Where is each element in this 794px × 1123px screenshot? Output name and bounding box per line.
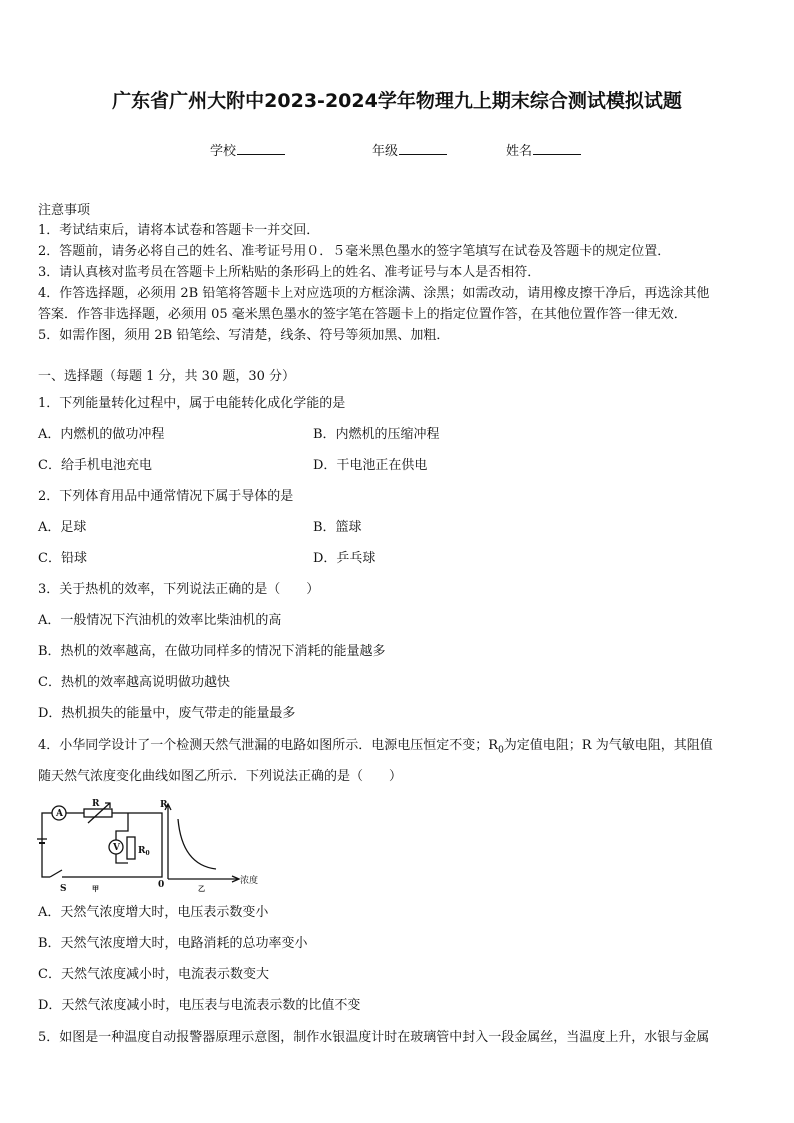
r0-label-main: R xyxy=(138,846,146,856)
notice-item: 答案．作答非选择题，必须用 05 毫米黑色墨水的签字笔在答题卡上的指定位置作答，在其他位置作答一律无效． xyxy=(38,307,687,322)
q1-option-b[interactable]: B．内燃机的压缩冲程 xyxy=(313,427,440,442)
resistor-label: R xyxy=(92,799,100,809)
question-2-stem: 2．下列体育用品中通常情况下属于导体的是 xyxy=(38,489,294,504)
q2-option-a[interactable]: A．足球 xyxy=(38,520,87,535)
question-5-stem: 5．如图是一种温度自动报警器原理示意图，制作水银温度计时在玻璃管中封入一段金属丝，当温度上升，水银与金属 xyxy=(38,1030,710,1045)
figure-yi-label: 乙 xyxy=(198,884,205,893)
q3-option-a[interactable]: A．一般情况下汽油机的效率比柴油机的高 xyxy=(38,613,282,628)
q4-stem-part2: 为定值电阻；R 为气敏电阻，其阻值 xyxy=(503,738,713,753)
q4-option-d[interactable]: D．天然气浓度减小时，电压表与电流表示数的比值不变 xyxy=(38,998,361,1013)
q4-stem-part1: 4．小华同学设计了一个检测天然气泄漏的电路如图所示．电源电压恒定不变；R xyxy=(38,738,499,753)
question-3-stem: 3．关于热机的效率，下列说法正确的是（ ） xyxy=(38,582,320,597)
graph-origin-label: 0 xyxy=(158,880,165,890)
graph-x-label: 浓度 xyxy=(240,876,259,886)
grade-field xyxy=(372,140,447,159)
q4-stem-sub: 0 xyxy=(498,745,504,756)
q3-option-d[interactable]: D．热机损失的能量中，废气带走的能量最多 xyxy=(38,706,296,721)
school-label: 学校 xyxy=(210,144,237,159)
grade-label: 年级 xyxy=(372,144,399,159)
graph-curve xyxy=(178,819,216,869)
question-1-stem: 1．下列能量转化过程中，属于电能转化成化学能的是 xyxy=(38,396,346,411)
fixed-resistor-icon xyxy=(127,837,135,859)
notice-item: 1．考试结束后，请将本试卷和答题卡一并交回． xyxy=(38,223,320,238)
notice-item: 4．作答选择题，必须用 2B 铅笔将答题卡上对应选项的方框涂满、涂黑；如需改动，请用橡皮擦干净后，再选涂其他 xyxy=(38,286,710,301)
circuit-outline xyxy=(42,813,162,877)
notice-heading: 注意事项 xyxy=(38,203,91,218)
q3-option-b[interactable]: B．热机的效率越高，在做功同样多的情况下消耗的能量越多 xyxy=(38,644,386,659)
gas-sensor-resistor-icon xyxy=(84,809,112,817)
q4-option-b[interactable]: B．天然气浓度增大时，电路消耗的总功率变小 xyxy=(38,936,308,951)
notice-item: 2．答题前，请务必将自己的姓名、准考证号用０．５毫米黑色墨水的签字笔填写在试卷及答题卡的规定位置． xyxy=(38,244,671,259)
q4-figure xyxy=(30,795,275,895)
page-title: 广东省广州大附中2023-2024学年物理九上期末综合测试模拟试题 xyxy=(112,90,682,112)
section-heading: 一、选择题（每题 1 分，共 30 题，30 分） xyxy=(38,369,296,384)
switch-label: S xyxy=(60,884,67,894)
school-blank[interactable] xyxy=(237,142,285,155)
q4-option-c[interactable]: C．天然气浓度减小时，电流表示数变大 xyxy=(38,967,269,982)
notice-item: 5．如需作图，须用 2B 铅笔绘、写清楚，线条、符号等须加黑、加粗． xyxy=(38,328,450,343)
q3-option-c[interactable]: C．热机的效率越高说明做功越快 xyxy=(38,675,230,690)
graph-y-label: R xyxy=(160,800,168,810)
q2-option-b[interactable]: B．篮球 xyxy=(313,520,362,535)
name-blank[interactable] xyxy=(533,142,581,155)
question-4-stem-line2: 随天然气浓度变化曲线如图乙所示．下列说法正确的是（ ） xyxy=(38,769,403,784)
q1-option-a[interactable]: A．内燃机的做功冲程 xyxy=(38,427,165,442)
r0-label xyxy=(138,846,150,857)
name-label: 姓名 xyxy=(506,144,533,159)
name-field xyxy=(506,140,581,159)
r0-label-sub: 0 xyxy=(145,850,150,857)
q2-option-d[interactable]: D．乒乓球 xyxy=(313,551,376,566)
q2-option-c[interactable]: C．铅球 xyxy=(38,551,87,566)
voltmeter-label: V xyxy=(113,843,120,853)
question-4-stem xyxy=(38,737,713,760)
figure-jia-label: 甲 xyxy=(92,884,99,893)
notice-item: 3．请认真核对监考员在答题卡上所粘贴的条形码上的姓名、准考证号与本人是否相符． xyxy=(38,265,541,280)
grade-blank[interactable] xyxy=(399,142,447,155)
school-field xyxy=(210,140,285,159)
ammeter-label: A xyxy=(56,809,63,819)
q4-option-a[interactable]: A．天然气浓度增大时，电压表示数变小 xyxy=(38,905,269,920)
q1-option-c[interactable]: C．给手机电池充电 xyxy=(38,458,152,473)
q1-option-d[interactable]: D．干电池正在供电 xyxy=(313,458,428,473)
voltmeter-branch xyxy=(116,813,128,863)
